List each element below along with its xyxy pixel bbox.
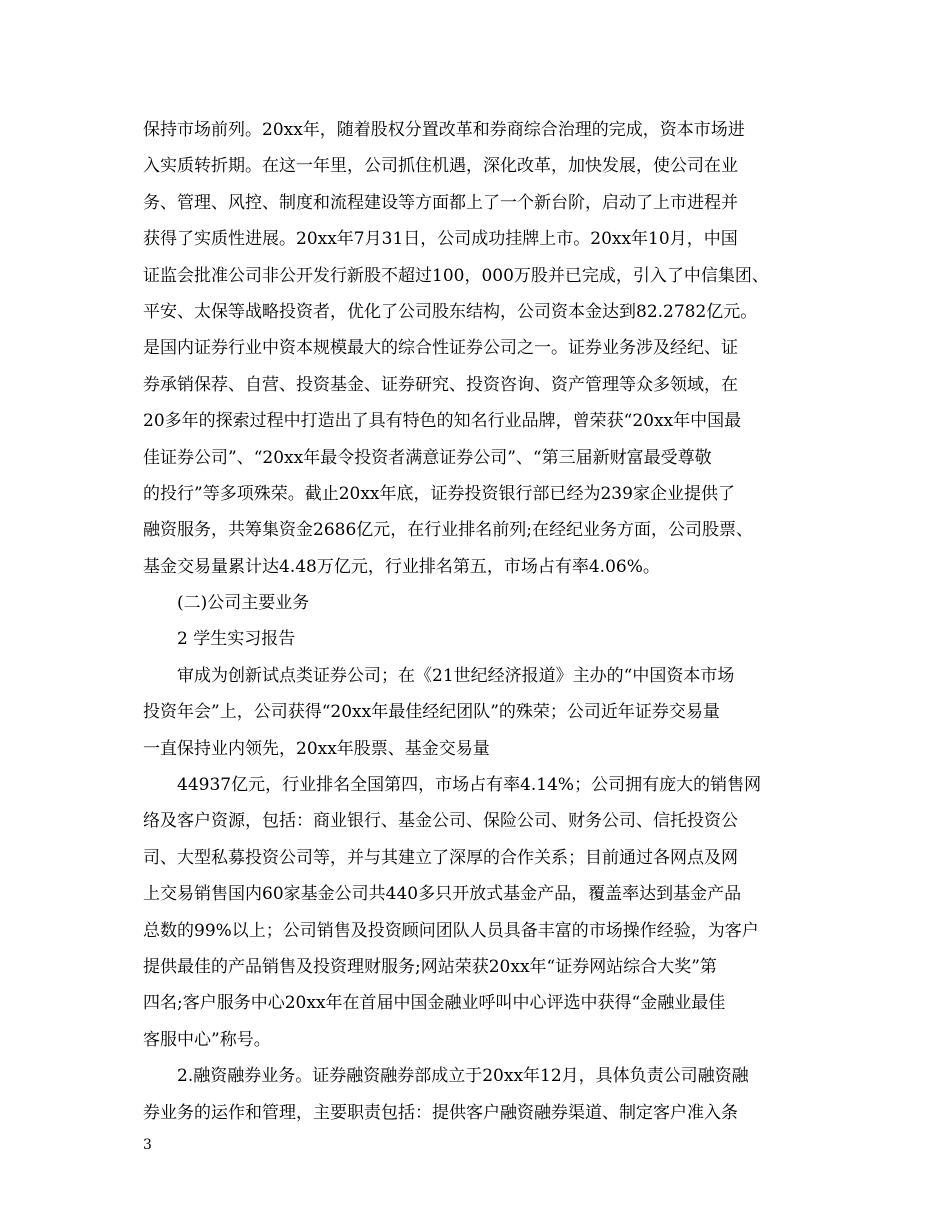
- text-line: 务、管理、风控、制度和流程建设等方面都上了一个新台阶，启动了上市进程并: [143, 192, 738, 213]
- text-line: 获得了实质性进展。20xx年7月31日，公司成功挂牌上市。20xx年10月，中国: [143, 229, 738, 250]
- text-line: 平安、太保等战略投资者，优化了公司股东结构，公司资本金达到82.2782亿元。: [143, 301, 758, 322]
- text-line: 投资年会”上，公司获得“20xx年最佳经纪团队”的殊荣；公司近年证券交易量: [143, 702, 720, 723]
- text-line: 四名;客户服务中心20xx年在首届中国金融业呼叫中心评选中获得“金融业最佳: [143, 993, 726, 1014]
- subheading: 2 学生实习报告: [177, 629, 296, 650]
- text-line: 提供最佳的产品销售及投资理财服务;网站荣获20xx年“证券网站综合大奖”第: [143, 956, 717, 977]
- text-line: 是国内证券行业中资本规模最大的综合性证券公司之一。证券业务涉及经纪、证: [143, 338, 738, 359]
- text-line: 券承销保荐、自营、投资基金、证券研究、投资咨询、资产管理等众多领域，在: [143, 374, 738, 395]
- page-number: 3: [143, 1137, 152, 1153]
- text-line: 入实质转折期。在这一年里，公司抓住机遇，深化改革，加快发展，使公司在业: [143, 156, 738, 177]
- text-line: 20多年的探索过程中打造出了具有特色的知名行业品牌，曾荣获“20xx年中国最: [143, 411, 742, 432]
- text-line: 一直保持业内领先，20xx年股票、基金交易量: [143, 738, 490, 759]
- text-line: 佳证券公司”、“20xx年最令投资者满意证券公司”、“第三届新财富最受尊敬: [143, 447, 712, 468]
- text-line: 的投行”等多项殊荣。截止20xx年底，证券投资银行部已经为239家企业提供了: [143, 483, 735, 504]
- text-line: 客服中心”称号。: [143, 1029, 271, 1050]
- text-line: 上交易销售国内60家基金公司共440多只开放式基金产品，覆盖率达到基金产品: [143, 884, 742, 905]
- text-line: 2.融资融券业务。证券融资融券部成立于20xx年12月，具体负责公司融资融: [177, 1066, 749, 1087]
- text-line: 44937亿元，行业排名全国第四，市场占有率4.14%；公司拥有庞大的销售网: [177, 775, 762, 796]
- text-line: 融资服务，共筹集资金2686亿元，在行业排名前列;在经纪业务方面，公司股票、: [143, 520, 753, 541]
- section-heading: (二)公司主要业务: [177, 593, 310, 614]
- body-text: [143, 112, 815, 1131]
- text-line: 审成为创新试点类证券公司；在《21世纪经济报道》主办的“中国资本市场: [177, 665, 735, 686]
- text-line: 总数的99%以上；公司销售及投资顾问团队人员具备丰富的市场操作经验，为客户: [143, 920, 759, 941]
- text-line: 司、大型私募投资公司等，并与其建立了深厚的合作关系；目前通过各网点及网: [143, 847, 738, 868]
- text-line: 保持市场前列。20xx年，随着股权分置改革和券商综合治理的完成，资本市场进: [143, 120, 745, 140]
- text-line: 券业务的运作和管理，主要职责包括：提供客户融资融券渠道、制定客户准入条: [143, 1102, 738, 1123]
- text-line: 络及客户资源，包括：商业银行、基金公司、保险公司、财务公司、信托投资公: [143, 811, 738, 832]
- text-line: 证监会批准公司非公开发行新股不超过100，000万股并已完成，引入了中信集团、: [143, 265, 769, 286]
- text-line: 基金交易量累计达4.48万亿元，行业排名第五，市场占有率4.06%。: [143, 556, 660, 577]
